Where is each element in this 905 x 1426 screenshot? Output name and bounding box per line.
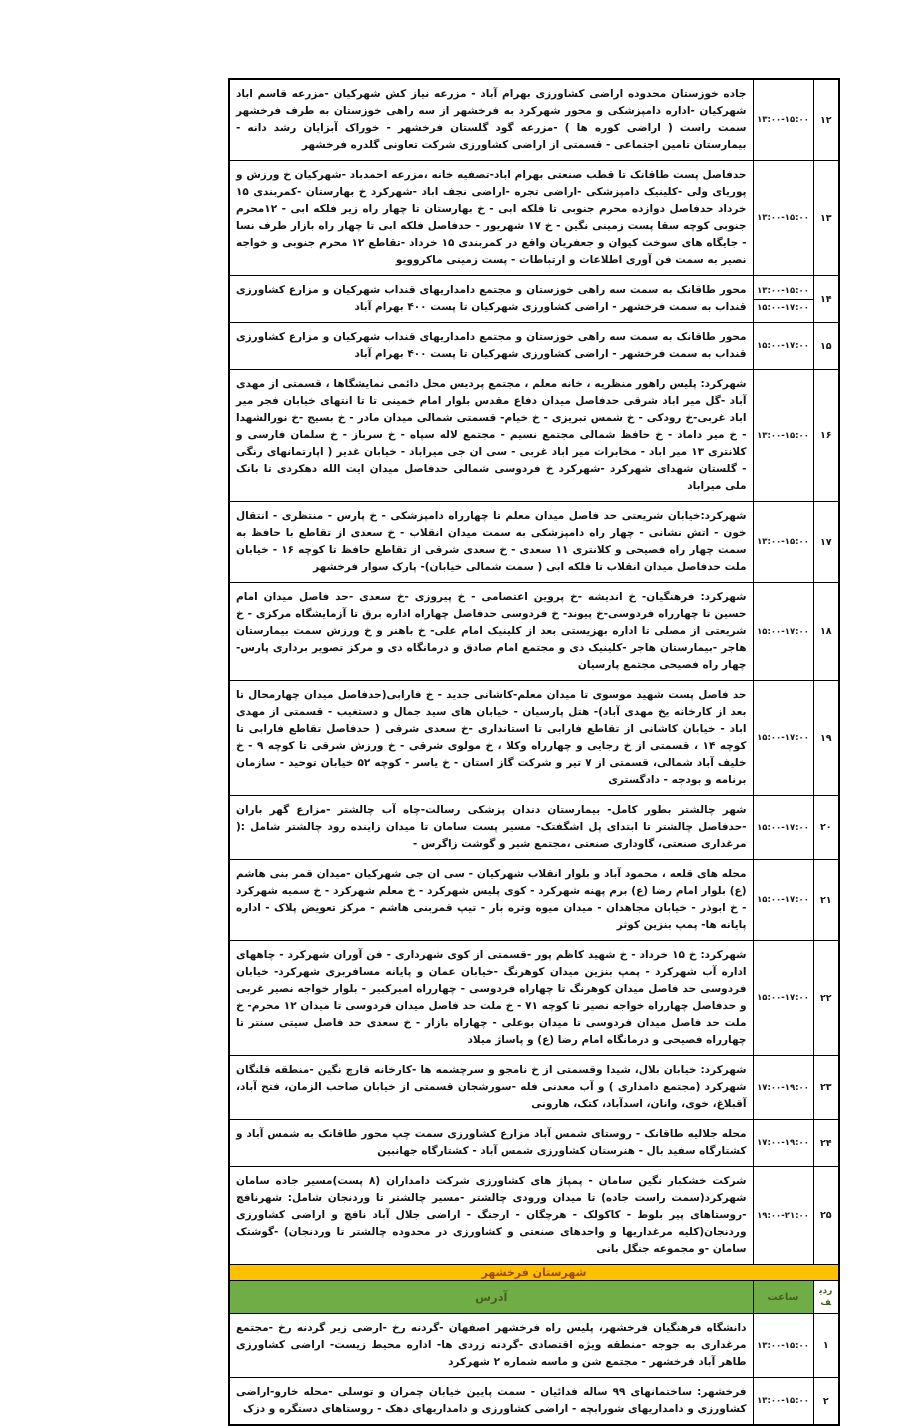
table-row [229,1120,839,1167]
time-cell [753,370,813,502]
time-range-stack [754,338,813,354]
table-row [229,860,839,941]
row-number-cell: ۱۲ [813,79,839,161]
address-cell: شهرکرد:خیابان شریعتی حد فاصل میدان معلم تا چهارراه دامپزشکی - خ پارس - منتظری - انتقال خون - اتش نشانی - چهار راه دامپزشکی به سمت میدان انقلاب - خ سعدی از تقاطع با حافظ به سمت چهار راه فصیحی و کلانتری ۱۱ سعدی - خ سعدی شرقی از تقاطع حافظ تا کوچه ۱۶ - خیابان ملت حدفاصل میدان انقلاب تا فلکه ابی ( سمت شمالی خیابان)- پارک سوار فرخشهر [229,502,753,583]
address-cell: محور طاقانک به سمت سه راهی خوزستان و مجتمع دامداریهای قنداب شهرکیان و مزارع کشاورزی قنداب به سمت فرخشهر - اراضی کشاورزی شهرکیان تا پست ۴۰۰ بهرام آباد [229,323,753,370]
time-range-stack [754,428,813,444]
address-cell: جاده خوزستان محدوده اراضی کشاورزی بهرام آباد - مزرعه نیاز کش شهرکیان -مزرعه قاسم اباد شهرکیان -اداره دامپزشکی و محور شهرکرد به فرخشهر از سه راهی خوزستان به طرف فرخشهر سمت راست ( اراضی کوره ها ) -مزرعه گود گلستان فرخشهر - خوراک آبزایان رشد دانه - بیمارستان تامین اجتماعی - قسمتی از اراضی کشاورزی شرکت تعاونی گلدره فرخشهر [229,79,753,161]
row-number-cell: ۱۷ [813,502,839,583]
time-range: ۱۵:۰۰-۱۷:۰۰ [757,895,809,905]
time-range-stack [754,624,813,640]
time-range: ۱۳:۰۰-۱۵:۰۰ [757,285,809,296]
time-cell [753,941,813,1056]
address-cell: شهرکرد: خ ۱۵ خرداد - خ شهید کاظم پور -قسمتی از کوی شهرداری - فن آوران شهرکرد - چاههای اداره آب شهرکرد - پمپ بنزین میدان کوهرنگ -خیابان عمان و پایانه مسافربری شهرکرد- خیابان فردوسی حد فاصل میدان کوهرنگ تا چهاراه فردوسی - چهارراه امیرکبیر - بلوار خواجه نصیر غربی و حدفاصل چهارراه خواجه نصیر تا کوچه ۷۱ - خ ملت حد فاصل میدان فردوسی تا میدان ۱۲ محرم- خ ملت حد فاصل میدان فردوسی تا میدان بوعلی - چهاراه بازار - خ سعدی حد فاصل سیتی سنتر تا چهارراه فصیحی و درمانگاه امام رضا (ع) و پاساژ میلاد [229,941,753,1056]
time-range-stack [754,1080,813,1096]
table-row [229,681,839,796]
time-range-stack [754,990,813,1006]
table-row [229,1378,839,1426]
address-cell: دانشگاه فرهنگیان فرخشهر، پلیس راه فرخشهر اصفهان -گردنه رخ -ارضی زیر گردنه رخ -مجتمع مرغداری به جوجه -منطقه ویژه اقتصادی -گردنه زردی ها- اداره محیط زیست- اراضی کشاورزی طاهر آباد فرخشهر - مجتمع شن و ماسه شماره ۲ شهرکرد [229,1314,753,1378]
address-cell: محله های قلعه ، محمود آباد و بلوار انقلاب شهرکیان - سی ان جی شهرکیان -میدان قمر بنی هاشم (ع) بلوار امام رضا (ع) برم پهنه شهرکرد - کوی پلیس شهرکرد - خ معلم شهرکرد - خ سمیه شهرکرد - خ ابوذر - خیابان مجاهدان - میدان میوه وتره بار - تیپ قمربنی هاشم - مرکز تعویض پلاک - اداره پایانه ها- پمپ بنزین کوثر [229,860,753,941]
row-number-cell: ۲۴ [813,1120,839,1167]
address-cell: شهرکرد: فرهنگیان- خ اندیشه -خ پروین اعتصامی - خ پیروزی -خ سعدی -حد فاصل میدان امام حسین تا چهارراه فردوسی-خ پیوند- خ فردوسی حدفاصل چهاراه اداره برق تا آزمایشگاه مرکزی - خ شریعتی از مصلی تا اداره بهزیستی بعد از کلینیک امام علی- خ باهنر و خ ورزش سمت بیمارستان هاجر -بیمارستان هاجر -کلینیک دی و مجتمع امام صادق و درمانگاه دی و مرکز تصویر برداری پارس-چهار راه فصیحی مجتمع پارسیان [229,583,753,681]
time-range: ۱۷:۰۰-۱۹:۰۰ [757,1138,809,1148]
time-cell [753,1167,813,1265]
county-banner-section [229,1265,839,1314]
time-range: ۱۵:۰۰-۱۷:۰۰ [754,299,813,316]
row-number-cell: ۱۹ [813,681,839,796]
table-row [229,161,839,276]
time-range-stack [754,1393,813,1409]
time-range-stack [754,1208,813,1224]
row-number-cell: ۱ [813,1314,839,1378]
row-number-cell: ۲۱ [813,860,839,941]
section-rows-farrokhshahr [229,1314,839,1426]
row-number-cell: ۲ [813,1378,839,1426]
table-row [229,1314,839,1378]
time-range: ۱۳:۰۰-۱۵:۰۰ [757,537,809,547]
column-header-row [229,1281,839,1314]
time-cell [753,1056,813,1120]
table-row [229,502,839,583]
table-row [229,583,839,681]
address-cell: شهر چالشتر بطور کامل- بیمارستان دندان پزشکی رسالت-چاه آب چالشتر -مزارع گهر باران -حدفاصل چالشتر تا ابتدای پل اشگفتک- مسیر پست سامان تا میدان زاینده رود چالشتر شامل :( مرغداری صنعتی، گاوداری صنعتی ،مجتمع شیر و گوشت زاگرس - [229,796,753,860]
row-number-cell: ۲۰ [813,796,839,860]
row-number-cell: ۱۳ [813,161,839,276]
row-number-cell: ۱۵ [813,323,839,370]
time-range: ۱۳:۰۰-۱۵:۰۰ [757,1340,809,1351]
table-row [229,79,839,161]
time-range: ۱۳:۰۰-۱۵:۰۰ [757,213,809,223]
time-range-stack [754,730,813,746]
row-number-cell: ۲۵ [813,1167,839,1265]
row-number-cell: ۲۲ [813,941,839,1056]
address-cell: محور طاقانک به سمت سه راهی خوزستان و مجتمع دامداریهای قنداب شهرکیان و مزارع کشاورزی قنداب به سمت فرخشهر - اراضی کشاورزی شهرکیان تا پست ۴۰۰ بهرام آباد [229,276,753,323]
time-range-stack [754,210,813,226]
address-cell: محله جلالیه طاقانک - روستای شمس آباد مزارع کشاورزی سمت چپ محور طاقانک به شمس آباد و کشتارگاه سفید بال - هنرستان کشاورزی شمس آباد - کشتارگاه جهانبین [229,1120,753,1167]
address-column-header: آدرس [229,1281,753,1314]
table-row [229,941,839,1056]
time-cell [753,276,813,323]
address-cell: حدفاصل پست طاقانک تا قطب صنعتی بهرام اباد-تصفیه خانه ،مزرعه احمدباد -شهرکیان خ ورزش و پوریای ولی -کلینیک دامپزشکی -اراضی تجره -اراضی نجف اباد -شهرکرد خ بهارستان -کمربندی ۱۵ خرداد حدفاصل دوازده محرم جنوبی تا فلکه ابی - خ بهارستان تا چهار راه زیر فلکه ابی - ۱۲محرم جنوبی کوچه سقا پست زمینی نگین - خ ۱۷ شهریور - حدفاصل فلکه ابی تا چهار راه بازار طرف نسا - جایگاه های سوخت کیوان و جعفریان واقع در کمربندی ۱۵ خرداد -تقاطع ۱۲ محرم جنوبی و خواجه نصیر به سمت فن آوری اطلاعات و ارتباطات - پست زمینی ماکروویو [229,161,753,276]
time-range: ۱۳:۰۰-۱۵:۰۰ [757,430,809,441]
section-rows-top [229,79,839,1265]
time-cell [753,681,813,796]
time-cell [753,1314,813,1378]
time-range: ۱۵:۰۰-۱۷:۰۰ [757,993,809,1003]
time-range: ۱۵:۰۰-۱۷:۰۰ [757,626,809,637]
time-range: ۱۳:۰۰-۱۵:۰۰ [757,1396,809,1406]
address-cell: فرخشهر: ساختمانهای ۹۹ ساله فدائیان - سمت پایین خیابان چمران و توسلی -محله خارو-اراضی کشاورزی و دامداریهای شورابچه - اراضی کشاورزی و دامداریهای دهک - روستاهای دستگره و دزک [229,1378,753,1426]
time-range-stack [754,1338,813,1354]
row-number-cell: ۱۶ [813,370,839,502]
time-range-stack [754,820,813,836]
address-cell: شهرکرد: خیابان بلال، شیدا وقسمتی از خ نامجو و سرچشمه ها -کارخانه قارچ نگین -منطقه قلنگان شهرکرد (مجتمع دامداری ) و آب معدنی فله -سورشجان قسمتی از خیابان صاحب الزمان، فتح آباد، آقبلاغ، خوی، وانان، اسدآباد، کتک، هارونی [229,1056,753,1120]
table-row [229,796,839,860]
table-row [229,370,839,502]
time-range: ۱۵:۰۰-۱۷:۰۰ [757,341,809,351]
table-row [229,1167,839,1265]
time-cell [753,583,813,681]
row-number-cell: ۲۳ [813,1056,839,1120]
table-row [229,323,839,370]
time-column-header: ساعت [753,1281,813,1314]
time-cell [753,1120,813,1167]
time-cell [753,502,813,583]
time-cell [753,79,813,161]
time-range: ۱۵:۰۰-۱۷:۰۰ [757,822,809,833]
time-cell [753,860,813,941]
outage-schedule [228,78,838,1426]
time-range-stack [754,112,813,128]
time-range-stack [754,892,813,908]
address-cell: شرکت خشکبار نگین سامان - پمپاژ های کشاورزی شرکت دامداران (۸ پست)مسیر جاده سامان شهرکرد(سمت راست جاده) تا میدان ورودی چالشتر -مسیر چالشتر تا وردنجان شامل: شهرنافچ -روستاهای پیر بلوط - کاکولک - هرچگان - ارجنگ - اراضی جلال آباد نافچ و اراضی کشاورزی وردنجان(کلیه مرغداریها و واحدهای صنعتی و کشاورزی در محدوده چالشتر تا وردنجان) -گوشتک سامان -و مجموعه جنگل بانی [229,1167,753,1265]
time-cell [753,161,813,276]
time-cell [753,323,813,370]
row-number-cell: ۱۴ [813,276,839,323]
time-range-stack [754,1135,813,1151]
time-range: ۱۳:۰۰-۱۵:۰۰ [757,115,809,125]
time-range: ۱۹:۰۰-۲۱:۰۰ [757,1210,809,1221]
time-range-stack [754,534,813,550]
time-range-stack [754,283,813,316]
county-banner-row [229,1265,839,1281]
time-range: ۱۵:۰۰-۱۷:۰۰ [757,733,809,743]
outage-schedule-table [228,78,840,1426]
table-row [229,276,839,323]
table-row [229,1056,839,1120]
address-cell: شهرکرد: پلیس راهور منظریه ، خانه معلم ، مجتمع پردیس محل دائمی نمایشگاها ، قسمتی از مهدی آباد -گل میر اباد شرقی حدفاصل میدان دفاع مقدس بلوار امام خمینی تا تا انتهای خیابان فجر میر اباد غربی-خ رودکی - خ شمس تبریزی - خ خیام- قسمتی شمالی میدان مادر - خ بسیج -خ نورالشهدا - خ میر داماد - خ حافظ شمالی مجتمع نسیم - مجتمع لاله سپاه - خ سرباز - خ سلمان فارسی و کلانتری ۱۳ میر اباد - مخابرات میر اباد غربی - سی ان جی میراباد - خیابان غدیر ( اپارتمانهای رنگی - گلستان شهدای شهرکرد -شهرکرد خ فردوسی شمالی حدفاصل میدان ایت الله دهکردی تا بانک ملی میراباد [229,370,753,502]
time-range: ۱۷:۰۰-۱۹:۰۰ [757,1082,809,1093]
address-cell: حد فاصل پست شهید موسوی تا میدان معلم-کاشانی جدید - خ فارابی(حدفاصل میدان چهارمحال تا بعد از کارخانه یخ مهدی آباد)- هتل پارسیان - خیابان های سید جمال و دستغیب - قسمتی از مهدی اباد - خیابان کاشانی از تقاطع فارابی تا استانداری -خ سعدی شرقی ( حدفاصل تقاطع فارابی تا کوچه ۱۴ ، قسمتی از خ رجایی و چهارراه وکلا ، خ مولوی شرقی - خ ورزش شرقی تا کوچه ۹ - خ خلیف آباد شمالی، قسمتی از ۷ تیر و شرکت گاز استان - خ یاسر - کوچه ۵۲ خیابان توحید - سازمان برنامه و بودجه - دادگستری [229,681,753,796]
county-banner-label: شهرستان فرخشهر [229,1265,839,1281]
time-cell [753,796,813,860]
time-cell [753,1378,813,1426]
row-number-cell: ۱۸ [813,583,839,681]
row-column-header: ردیف [813,1281,839,1314]
